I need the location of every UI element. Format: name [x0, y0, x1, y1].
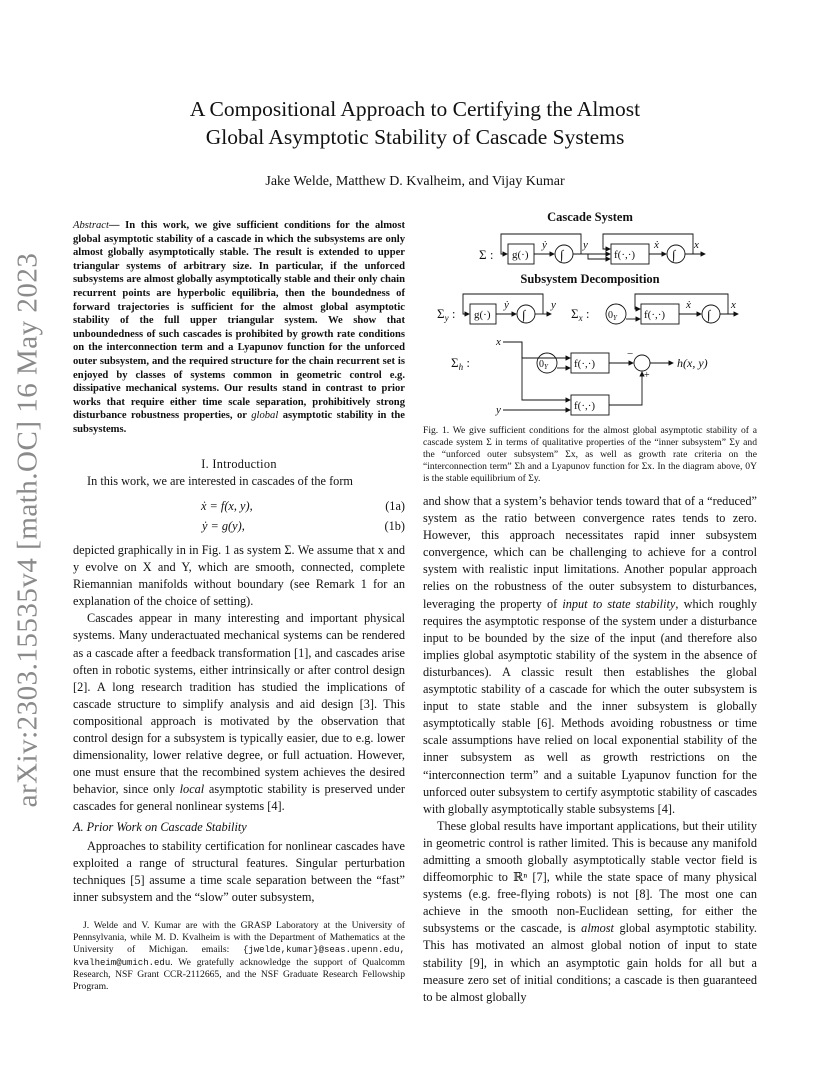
- arxiv-id-text: arXiv:2303.15535v4 [math.OC] 16 May 2023: [11, 252, 44, 808]
- abstract: [73, 219, 405, 437]
- intro-paragraph-1: depicted graphically in in Fig. 1 as system Σ. We assume that x and y evolve on X and Y, which are smooth, connected, complete Riemannian manifolds without boundary (see Remark 1 for an explanation of the choice of setting).: [73, 543, 405, 609]
- footnote-emails: {jwelde,kumar}@seas.upenn.edu, kvalheim@umich.edu: [73, 945, 405, 968]
- eq-1a-number: (1a): [385, 499, 405, 513]
- sub-int-y: ∫: [522, 307, 526, 322]
- sigma-h-zero-label: $0_Y$: [539, 359, 548, 371]
- cascade-int-x: ∫: [672, 247, 676, 262]
- h-output: h(x, y): [677, 356, 708, 370]
- footnote: [73, 920, 405, 993]
- sigma-y-label: $\Sigma_y$ :: [437, 306, 456, 323]
- eq-1b-number: (1b): [384, 519, 405, 533]
- sub-ydot: ẏ: [504, 299, 509, 311]
- cascade-integrator-x: [667, 245, 685, 263]
- cascade-g-label: g(·): [512, 249, 529, 261]
- rpara1-italic: input to state stability: [562, 596, 676, 611]
- cascade-int-y: ∫: [560, 247, 564, 262]
- diagram-title-cascade: Cascade System: [547, 210, 633, 224]
- paper-title: [140, 95, 690, 151]
- eq-1a-text: ẋ = f(x, y),: [201, 499, 253, 513]
- sub-xdot: ẋ: [686, 299, 691, 311]
- cascade-ydot: ẏ: [542, 239, 547, 251]
- sub-x: x: [731, 299, 736, 311]
- rpara1-end: , which roughly requires the asymptotic response of the system under a disturbance input to be bounded by the size of the input (and therefore also implies global asymptotic stability of the system in the absence of disturbances). A classic result then establishes the global asymptotic stability of a cascade for which the outer subsystem is input to state stable and the inner subsystem is globally asymptotically stable [6]. Methods avoiding robustness or time scale assumptions have relied on local exponential stability of the inner subsystem as well as growth restrictions on the “interconnection term” and a suitable Lyapunov function for the unforced outer subsystem to certify asymptotic stability of cascades with globally asymptotically stable subsystems [4].: [423, 596, 757, 816]
- sub-integrator-y: [517, 305, 535, 323]
- block-diagram: [423, 226, 757, 426]
- section-introduction-heading: I. Introduction: [201, 457, 277, 471]
- intro-first-line: [73, 473, 405, 490]
- intro-paragraph-2: [73, 610, 405, 815]
- eq-1b-text: ẏ = g(y),: [202, 519, 245, 533]
- sigma-x-label: $\Sigma_x$ :: [571, 306, 590, 323]
- sum-plus: +: [644, 370, 650, 381]
- footnote-text: J. Welde and V. Kumar are with the GRASP Laboratory at the University of Pennsylvania, while M. D. Kvalheim is with the Department of Mathematics at the University of Michigan. emails:: [73, 920, 405, 956]
- intro-first-text: In this work, we are interested in cascades of the form: [87, 474, 353, 488]
- para2-italic: local: [179, 782, 205, 797]
- sigma-h-f-bottom-label: f(·,·): [574, 400, 596, 412]
- intro-body: [73, 542, 405, 906]
- subsection-prior-work-heading: A. Prior Work on Cascade Stability: [73, 819, 247, 834]
- sub-zero-y-label: $0_Y$: [608, 310, 617, 322]
- figure-1: [423, 210, 757, 225]
- right-column-body: [423, 493, 757, 1006]
- abstract-text: — In this work, we give sufficient conditions for the almost global asymptotic stability of a cascade in which the subsystems are only almost globally asymptotically stable. The result is extended to upper triangular systems of arbitrary size. In particular, if the unforced subsystems are almost globally asymptotically stable and their only chain recurrent points are hyperbolic equilibria, then the boundedness of forward trajectories is sufficient for the almost global asymptotic stability of the full upper triangular system. We show that unboundedness of such cascades is prohibited by growth rate conditions on the interconnection term and a Lyapunov function for the unforced outer subsystem, and the required structure for the chain recurrent set is enjoyed by classes of systems common in geometric control e.g. dissipative mechanical systems. Our results stand in contrast to prior works that require either time scale separation, prohibitively strong disturbance robustness properties, or: [73, 220, 405, 422]
- sub-f-label: f(·,·): [644, 309, 666, 321]
- rpara1-text: and show that a system’s behavior tends toward that of a “reduced” system as the ratio between convergence rates tends to zero. However, this approach necessitates rapid inner subsystem convergence, which can be challenging to achieve for a control system with realistic input limitations. Another popular approach relies on the robustness of the outer subsystem to disturbances, leveraging the property of: [423, 494, 757, 611]
- abstract-italic: global: [251, 410, 279, 422]
- equation-1b: [73, 518, 405, 535]
- cascade-sigma-label: Σ :: [479, 247, 494, 262]
- arxiv-identifier: [8, 250, 48, 810]
- abstract-end: asymptotic stability in the subsystems.: [73, 410, 405, 435]
- sub-integrator-x: [702, 305, 720, 323]
- footnote-end: . We gratefully acknowledge the support of Qualcomm Research, NSF Grant CCR-2112665, and the NSF Graduate Research Fellowship Program.: [73, 956, 405, 993]
- title-line-2: Global Asymptotic Stability of Cascade Systems: [205, 125, 625, 149]
- cascade-integrator-y: [555, 245, 573, 263]
- sigma-h-x-input: x: [496, 336, 501, 348]
- right-paragraph-2: [423, 818, 757, 1006]
- cascade-y: y: [583, 239, 588, 251]
- equation-1a: [73, 498, 405, 515]
- sum-junction: [634, 355, 650, 371]
- prior-work-paragraph: Approaches to stability certification for nonlinear cascades have exploited a range of structural features. Singular perturbation techniques [5] assume a time scale separation between the “fast” inner subsystem and the “slow” outer subsystem,: [73, 838, 405, 904]
- sigma-h-f-top-label: f(·,·): [574, 358, 596, 370]
- para2-end: asymptotic stability is preserved under cascades for general nonlinear systems [4].: [73, 782, 405, 814]
- rpara2-text: These global results have important applications, but their utility in geometric control is rather limited. This is because any manifold admitting a smooth globally asymptotically stable vector field is diffeomorphic to ℝⁿ [7], while the state space of many physical systems (e.g. free-flying robots) is not [8]. The most one can achieve in the smooth non-Euclidean setting, for either the subsystems or the cascade, is: [423, 818, 757, 936]
- cascade-x: x: [694, 239, 699, 251]
- title-line-1: A Compositional Approach to Certifying the Almost: [189, 97, 641, 121]
- sum-minus: −: [627, 348, 634, 360]
- sub-y: y: [551, 299, 556, 311]
- para2-text: Cascades appear in many interesting and important physical systems. Many underactuated mechanical systems can be rendered as a cascade after a feedback transformation [1], and cascades arise often in robotic systems, either intrinsically or after control design [2]. A long research tradition has studied the implications of cascade structure to simplify analysis and aid design [3]. This compositional approach is motivated by the observation that control design for a subsystem is typically easier, due to e.g. lower dimensionality, lower relative degree, or full actuation. However, one must ensure that the recombined system achieves the desired behavior, since only: [73, 611, 405, 797]
- sub-g-label: g(·): [474, 309, 491, 321]
- sigma-h-label: $\Sigma_h$ :: [451, 355, 470, 372]
- diagram-title-decomposition: Subsystem Decomposition: [520, 272, 660, 286]
- cascade-f-label: f(·,·): [614, 249, 636, 261]
- rpara2-end: global asymptotic stability. This has motivated an almost global notion of input to state stability [9], in which an asymptotic gain holds for all but a measure zero set of initial conditions; a cascade is then guaranteed to be almost globally: [423, 921, 757, 1004]
- sub-int-x: ∫: [707, 307, 711, 322]
- figure-caption: Fig. 1. We give sufficient conditions for the almost global asymptotic stability of a cascade system Σ in terms of qualitative properties of the “inner subsystem” Σy and the “unforced outer subsystem” Σx, as well as growth rate criteria on the “interconnection term” Σh and a Lyapunov function for Σx. In the diagram above, 0Y is the stable equilibrium of Σy.: [423, 425, 757, 484]
- footnote-paragraph: [73, 920, 405, 993]
- sigma-h-y-input: y: [496, 404, 501, 416]
- rpara2-italic: almost: [581, 921, 614, 936]
- abstract-label: Abstract: [73, 220, 109, 231]
- right-paragraph-1: [423, 493, 757, 818]
- cascade-xdot: ẋ: [654, 239, 659, 251]
- author-list: Jake Welde, Matthew D. Kvalheim, and Vijay Kumar: [265, 174, 565, 189]
